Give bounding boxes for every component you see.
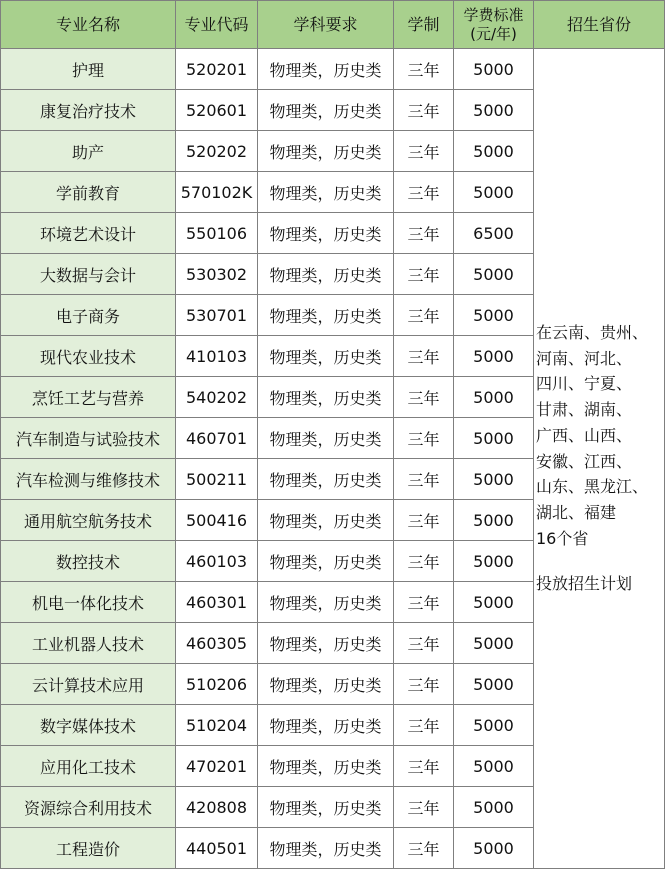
- tuition-fee-cell: 5000: [454, 377, 534, 418]
- duration-cell: 三年: [394, 623, 454, 664]
- subject-requirement-cell: 物理类，历史类: [258, 623, 394, 664]
- duration-cell: 三年: [394, 172, 454, 213]
- tuition-fee-cell: 5000: [454, 418, 534, 459]
- major-code-cell: 540202: [176, 377, 258, 418]
- subject-requirement-cell: 物理类，历史类: [258, 131, 394, 172]
- province-note-line: 山东、黑龙江、: [536, 477, 649, 497]
- province-note-line: 甘肃、湖南、: [536, 400, 633, 420]
- subject-requirement-cell: 物理类，历史类: [258, 377, 394, 418]
- major-name-cell: 学前教育: [1, 172, 176, 213]
- header-tuition-fee-line2: (元/年): [470, 24, 517, 43]
- major-code-cell: 470201: [176, 746, 258, 787]
- major-code-cell: 520601: [176, 90, 258, 131]
- tuition-fee-cell: 5000: [454, 172, 534, 213]
- subject-requirement-cell: 物理类，历史类: [258, 90, 394, 131]
- major-name-cell: 汽车制造与试验技术: [1, 418, 176, 459]
- table-header-row: [1, 1, 665, 49]
- tuition-fee-cell: 5000: [454, 90, 534, 131]
- subject-requirement-cell: 物理类，历史类: [258, 213, 394, 254]
- subject-requirement-cell: 物理类，历史类: [258, 254, 394, 295]
- tuition-fee-cell: 5000: [454, 131, 534, 172]
- major-code-cell: 510204: [176, 705, 258, 746]
- header-subject-requirement: 学科要求: [258, 1, 394, 49]
- tuition-fee-cell: 5000: [454, 705, 534, 746]
- major-code-cell: 520201: [176, 49, 258, 90]
- tuition-fee-cell: 5000: [454, 746, 534, 787]
- tuition-fee-cell: 5000: [454, 828, 534, 869]
- major-name-cell: 数控技术: [1, 541, 176, 582]
- header-duration: 学制: [394, 1, 454, 49]
- major-name-cell: 工程造价: [1, 828, 176, 869]
- header-tuition-fee-line1: 学费标准: [463, 5, 524, 24]
- major-code-cell: 460701: [176, 418, 258, 459]
- duration-cell: 三年: [394, 500, 454, 541]
- table-body: [1, 49, 665, 869]
- major-name-cell: 护理: [1, 49, 176, 90]
- subject-requirement-cell: 物理类，历史类: [258, 418, 394, 459]
- subject-requirement-cell: 物理类，历史类: [258, 49, 394, 90]
- province-note-line: 四川、宁夏、: [536, 374, 633, 394]
- major-name-cell: 应用化工技术: [1, 746, 176, 787]
- major-name-cell: 助产: [1, 131, 176, 172]
- duration-cell: 三年: [394, 705, 454, 746]
- subject-requirement-cell: 物理类，历史类: [258, 746, 394, 787]
- province-note-line: 湖北、福建: [536, 502, 617, 522]
- duration-cell: 三年: [394, 377, 454, 418]
- tuition-fee-cell: 5000: [454, 541, 534, 582]
- duration-cell: 三年: [394, 582, 454, 623]
- duration-cell: 三年: [394, 213, 454, 254]
- province-note-line: 在云南、贵州、: [536, 322, 649, 342]
- major-code-cell: 410103: [176, 336, 258, 377]
- header-major-name: 专业名称: [1, 1, 176, 49]
- major-name-cell: 资源综合利用技术: [1, 787, 176, 828]
- province-note-spacer: [536, 551, 664, 571]
- duration-cell: 三年: [394, 90, 454, 131]
- major-name-cell: 环境艺术设计: [1, 213, 176, 254]
- subject-requirement-cell: 物理类，历史类: [258, 787, 394, 828]
- subject-requirement-cell: 物理类，历史类: [258, 336, 394, 377]
- major-name-cell: 机电一体化技术: [1, 582, 176, 623]
- duration-cell: 三年: [394, 664, 454, 705]
- major-name-cell: 大数据与会计: [1, 254, 176, 295]
- major-name-cell: 电子商务: [1, 295, 176, 336]
- major-code-cell: 460301: [176, 582, 258, 623]
- major-code-cell: 440501: [176, 828, 258, 869]
- subject-requirement-cell: 物理类，历史类: [258, 705, 394, 746]
- duration-cell: 三年: [394, 787, 454, 828]
- major-code-cell: 530302: [176, 254, 258, 295]
- major-code-cell: 460103: [176, 541, 258, 582]
- header-province: 招生省份: [534, 1, 665, 49]
- table-row: [1, 49, 665, 90]
- duration-cell: 三年: [394, 418, 454, 459]
- subject-requirement-cell: 物理类，历史类: [258, 582, 394, 623]
- major-code-cell: 500416: [176, 500, 258, 541]
- tuition-fee-cell: 5000: [454, 500, 534, 541]
- province-note-footer: 投放招生计划: [536, 574, 633, 594]
- duration-cell: 三年: [394, 49, 454, 90]
- duration-cell: 三年: [394, 828, 454, 869]
- duration-cell: 三年: [394, 295, 454, 336]
- major-code-cell: 510206: [176, 664, 258, 705]
- tuition-fee-cell: 5000: [454, 787, 534, 828]
- major-code-cell: 420808: [176, 787, 258, 828]
- duration-cell: 三年: [394, 746, 454, 787]
- duration-cell: 三年: [394, 459, 454, 500]
- tuition-fee-cell: 5000: [454, 623, 534, 664]
- subject-requirement-cell: 物理类，历史类: [258, 500, 394, 541]
- subject-requirement-cell: 物理类，历史类: [258, 664, 394, 705]
- major-name-cell: 现代农业技术: [1, 336, 176, 377]
- header-tuition-fee: [454, 1, 534, 49]
- major-name-cell: 工业机器人技术: [1, 623, 176, 664]
- major-code-cell: 570102K: [176, 172, 258, 213]
- tuition-fee-cell: 5000: [454, 582, 534, 623]
- major-name-cell: 通用航空航务技术: [1, 500, 176, 541]
- header-major-code: 专业代码: [176, 1, 258, 49]
- province-note-line: 广西、山西、: [536, 425, 633, 445]
- province-note-line: 安徽、江西、: [536, 451, 633, 471]
- province-note-line: 16个省: [536, 528, 589, 548]
- major-name-cell: 汽车检测与维修技术: [1, 459, 176, 500]
- major-name-cell: 云计算技术应用: [1, 664, 176, 705]
- province-note-cell: [534, 49, 665, 869]
- province-note-line: 河南、河北、: [536, 348, 633, 368]
- major-name-cell: 康复治疗技术: [1, 90, 176, 131]
- tuition-fee-cell: 5000: [454, 664, 534, 705]
- subject-requirement-cell: 物理类，历史类: [258, 172, 394, 213]
- tuition-fee-cell: 5000: [454, 49, 534, 90]
- duration-cell: 三年: [394, 336, 454, 377]
- major-code-cell: 500211: [176, 459, 258, 500]
- subject-requirement-cell: 物理类，历史类: [258, 828, 394, 869]
- tuition-fee-cell: 5000: [454, 336, 534, 377]
- major-name-cell: 数字媒体技术: [1, 705, 176, 746]
- subject-requirement-cell: 物理类，历史类: [258, 459, 394, 500]
- tuition-fee-cell: 5000: [454, 459, 534, 500]
- major-name-cell: 烹饪工艺与营养: [1, 377, 176, 418]
- tuition-fee-cell: 5000: [454, 295, 534, 336]
- duration-cell: 三年: [394, 254, 454, 295]
- duration-cell: 三年: [394, 131, 454, 172]
- major-code-cell: 460305: [176, 623, 258, 664]
- duration-cell: 三年: [394, 541, 454, 582]
- subject-requirement-cell: 物理类，历史类: [258, 541, 394, 582]
- subject-requirement-cell: 物理类，历史类: [258, 295, 394, 336]
- major-code-cell: 550106: [176, 213, 258, 254]
- major-code-cell: 520202: [176, 131, 258, 172]
- tuition-fee-cell: 5000: [454, 254, 534, 295]
- tuition-fee-cell: 6500: [454, 213, 534, 254]
- major-code-cell: 530701: [176, 295, 258, 336]
